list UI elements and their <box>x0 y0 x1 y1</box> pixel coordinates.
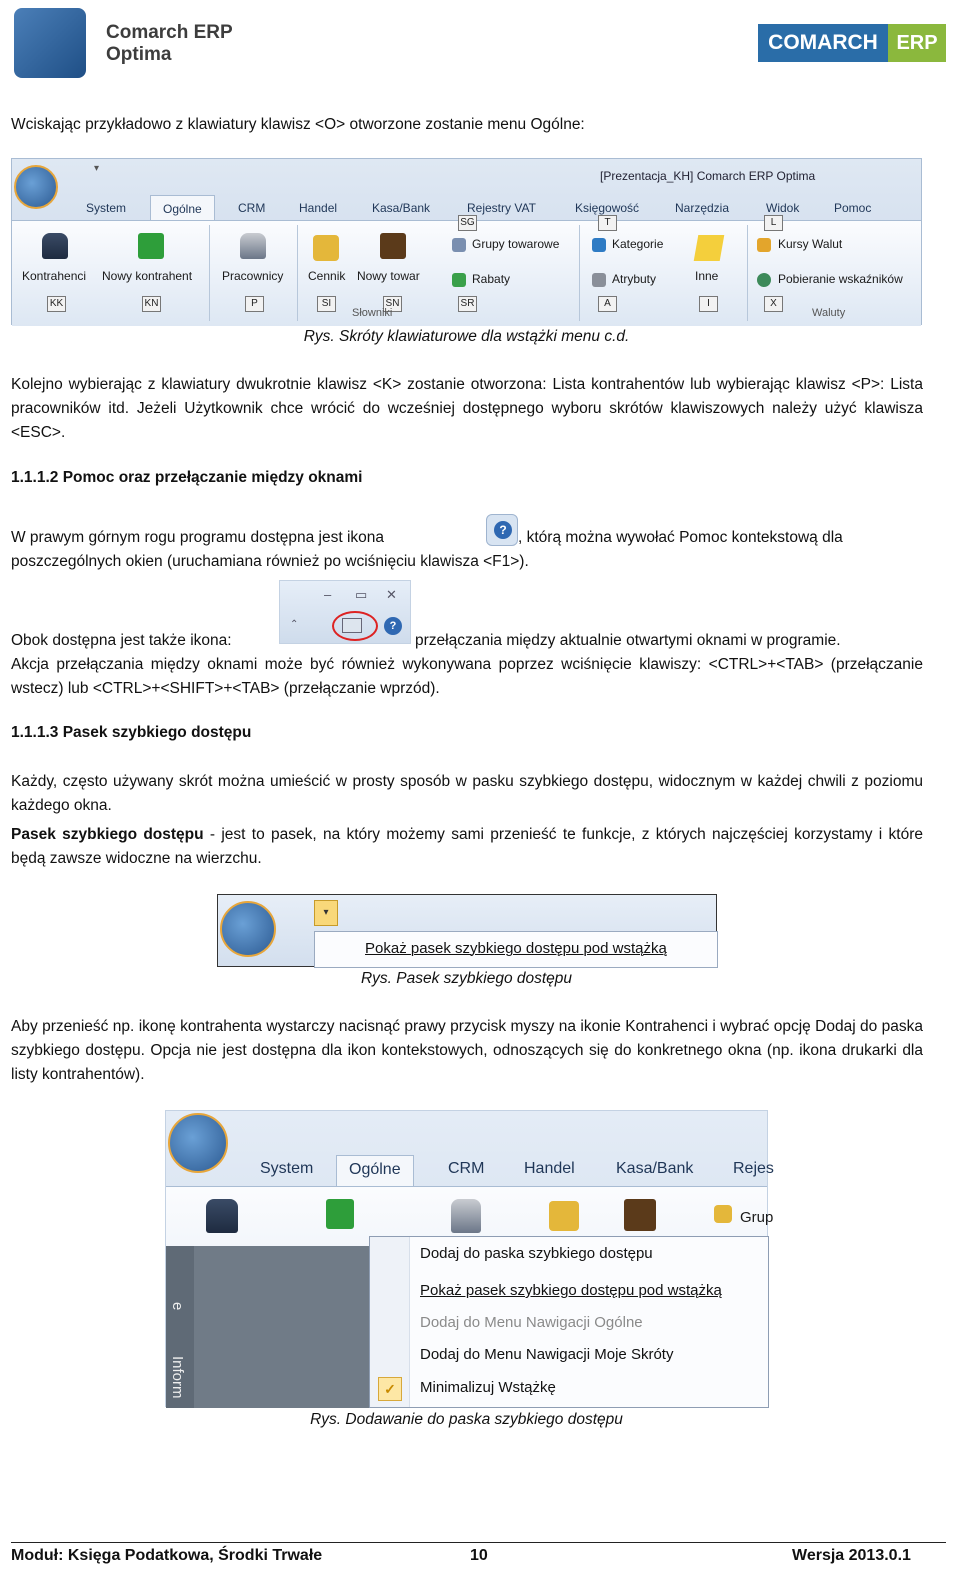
menu-item-show-below-ribbon[interactable]: Pokaż pasek szybkiego dostępu pod wstążką <box>365 940 667 957</box>
nowy-kontrahent-icon <box>138 233 164 259</box>
kategorie-button[interactable]: Kategorie <box>612 237 664 251</box>
logo-line2: Optima <box>106 44 172 65</box>
quick-access-screenshot <box>217 894 717 967</box>
key-kk: KK <box>47 296 66 312</box>
navigation-pane <box>166 1246 194 1408</box>
group-waluty-label: Waluty <box>812 307 846 319</box>
kursy-walut-button[interactable]: Kursy Walut <box>778 237 843 251</box>
highlight-ring <box>332 611 378 641</box>
separator <box>579 225 580 321</box>
restore-icon: ▭ <box>355 587 368 602</box>
paragraph-6: Aby przenieść np. ikonę kontrahenta wystarczy nacisnąć prawy przycisk myszy na ikonie Kontrahenci i wybrać opcję Dodaj do paska szybkiego dostępu. Opcja nie jest dostępna dla ikon kontekstowych, odnoszących się do konkretnego okna (np. ikona drukarki dla listy kontrahentów). <box>11 1018 923 1083</box>
optima-logo-icon <box>14 8 86 78</box>
key-i: I <box>699 296 718 312</box>
key-x: X <box>764 296 783 312</box>
cennik-button[interactable]: Cennik <box>308 269 346 283</box>
inne-icon <box>694 235 725 261</box>
tab-crm[interactable]: CRM <box>448 1160 485 1177</box>
paragraph-5-bold: Pasek szybkiego dostępu <box>11 826 204 843</box>
tab-kasa-bank[interactable]: Kasa/Bank <box>372 201 431 215</box>
kontrahenci-icon <box>206 1199 238 1233</box>
tab-pomoc[interactable]: Pomoc <box>834 201 872 215</box>
pracownicy-button[interactable]: Pracownicy <box>222 269 284 283</box>
quick-access-dropdown-icon[interactable]: ▾ <box>314 900 338 926</box>
key-sr: SR <box>458 296 477 312</box>
tab-ogolne[interactable]: Ogólne <box>150 195 215 221</box>
kontrahenci-button[interactable]: Kontrahenci <box>22 269 87 283</box>
tab-ksiegowosc[interactable]: Księgowość <box>575 201 640 215</box>
key-p: P <box>245 296 264 312</box>
check-icon: ✓ <box>378 1377 402 1401</box>
caption-3: Rys. Dodawanie do paska szybkiego dostępu <box>310 1411 623 1428</box>
footer-divider <box>11 1542 946 1543</box>
key-l: L <box>764 215 783 231</box>
kategorie-icon <box>592 238 606 252</box>
paragraph-2-part-a: W prawym górnym rogu programu dostępna jest ikona <box>11 529 385 546</box>
footer-page-number: 10 <box>470 1547 488 1564</box>
comarch-optima-logo <box>14 8 254 80</box>
paragraph-5 <box>11 823 923 871</box>
rabaty-icon <box>452 273 466 287</box>
logo-comarch: COMARCH <box>758 24 888 62</box>
minimize-icon: – <box>324 587 332 602</box>
pobieranie-icon <box>757 273 771 287</box>
paragraph-4: Każdy, często używany skrót można umieścić w prosty sposób w pasku szybkiego dostępu, widocznym w każdej chwili z poziomu każdego okna. <box>11 773 923 814</box>
grupy-towarowe-button[interactable]: Grup <box>740 1209 774 1226</box>
key-t: T <box>598 215 617 231</box>
paragraph-5-rest: - jest to pasek, na który możemy sami przenieść te funkcje, z których najczęściej korzystamy i które będą zawsze widoczne na wierzchu. <box>11 826 923 867</box>
atrybuty-button[interactable]: Atrybuty <box>612 272 657 286</box>
cennik-icon <box>549 1201 579 1231</box>
help-icon: ? <box>486 514 518 546</box>
window-controls-image <box>279 580 411 644</box>
paragraph-3-part-b: przełączania między aktualnie otwartymi oknami w programie. <box>415 632 841 649</box>
key-si: SI <box>317 296 336 312</box>
nowy-towar-icon <box>380 233 406 259</box>
inne-button[interactable]: Inne <box>695 269 719 283</box>
heading-1-1-1-2: 1.1.1.2 Pomoc oraz przełączanie między oknami <box>11 469 363 486</box>
context-menu <box>369 1236 769 1408</box>
paragraph-2-part-b: , którą można wywołać Pomoc kontekstową dla <box>518 529 843 546</box>
nowy-towar-icon <box>624 1199 656 1231</box>
paragraph-3-part-a: Obok dostępna jest także ikona: <box>11 632 232 649</box>
nowy-kontrahent-icon <box>326 1199 354 1229</box>
tab-system[interactable]: System <box>86 201 127 215</box>
paragraph-1: Kolejno wybierając z klawiatury dwukrotnie klawisz <K> zostanie otworzona: Lista kontrahentów lub wybierając klawisz <P>: Lista pracowników itd. Jeżeli Użytkownik chce wrócić do wcześniej dostępnego wyboru skrótów klawiszowych należy użyć klawisza <ESC>. <box>11 376 923 441</box>
tab-rejestry-vat[interactable]: Rejes <box>733 1160 774 1177</box>
logo-erp: ERP <box>888 24 946 62</box>
quick-access-dropdown-icon[interactable]: ▾ <box>94 163 100 174</box>
menu-item-show-below-ribbon[interactable]: Pokaż pasek szybkiego dostępu pod wstążką <box>420 1282 722 1299</box>
intro-text: Wciskając przykładowo z klawiatury klawisz <O> otworzone zostanie menu Ogólne: <box>11 116 585 133</box>
app-orb-icon[interactable] <box>168 1113 228 1173</box>
tab-kasa-bank[interactable]: Kasa/Bank <box>616 1160 694 1177</box>
tab-system[interactable]: System <box>260 1160 314 1177</box>
pracownicy-icon <box>240 233 266 259</box>
heading-1-1-1-3: 1.1.1.3 Pasek szybkiego dostępu <box>11 724 252 741</box>
kontrahenci-icon <box>42 233 68 259</box>
caption-1: Rys. Skróty klawiaturowe dla wstążki menu c.d. <box>303 328 630 345</box>
grupy-towarowe-button[interactable]: Grupy towarowe <box>472 237 560 251</box>
help-icon-small: ? <box>384 617 402 635</box>
footer-module: Moduł: Księga Podatkowa, Środki Trwałe <box>11 1547 323 1564</box>
tab-handel[interactable]: Handel <box>524 1160 575 1177</box>
pracownicy-icon <box>451 1199 481 1233</box>
separator <box>297 225 298 321</box>
nowy-towar-button[interactable]: Nowy towar <box>357 269 420 283</box>
atrybuty-icon <box>592 273 606 287</box>
ribbon-screenshot <box>11 158 922 325</box>
key-sn: SN <box>383 296 402 312</box>
nowy-kontrahent-button[interactable]: Nowy kontrahent <box>102 269 193 283</box>
quick-access-menu <box>314 931 718 968</box>
grupy-towarowe-icon <box>714 1205 732 1223</box>
paragraph-3-part-c: Akcja przełączania między oknami może być również wykonywana poprzez wciśnięcie klawiszy: <CTRL>+<TAB> (przełączanie wstecz) lub <CTRL>+<SHIFT>+<TAB> (przełączanie wprzód). <box>11 656 923 697</box>
logo-line1: Comarch ERP <box>106 22 233 43</box>
footer-version: Wersja 2013.0.1 <box>792 1547 911 1564</box>
workspace-area <box>194 1246 394 1408</box>
nav-pane-label-1: e <box>169 1302 186 1311</box>
tab-crm[interactable]: CRM <box>238 201 266 215</box>
separator <box>209 225 210 321</box>
context-menu-screenshot <box>165 1110 774 1407</box>
menu-item-minimize-ribbon[interactable]: Minimalizuj Wstążkę <box>420 1379 556 1396</box>
tab-narzedzia[interactable]: Narzędzia <box>675 201 730 215</box>
caption-2: Rys. Pasek szybkiego dostępu <box>360 970 573 987</box>
cennik-icon <box>313 235 339 261</box>
key-a: A <box>598 296 617 312</box>
ribbon-body <box>12 217 921 326</box>
key-kn: KN <box>142 296 161 312</box>
menu-item-add-to-nav-shortcuts[interactable]: Dodaj do Menu Nawigacji Moje Skróty <box>420 1346 674 1363</box>
grupy-towarowe-icon <box>452 238 466 252</box>
tab-widok[interactable]: Widok <box>766 201 800 215</box>
separator <box>747 225 748 321</box>
menu-item-add-to-nav-general: Dodaj do Menu Nawigacji Ogólne <box>420 1314 643 1331</box>
comarch-erp-logo <box>758 24 946 62</box>
close-icon: ✕ <box>386 587 397 602</box>
tab-rejestry-vat[interactable]: Rejestry VAT <box>467 201 536 215</box>
group-slowniki-label: Słowniki <box>352 307 393 319</box>
chevron-up-icon: ⌃ <box>290 619 299 630</box>
menu-item-add-to-quick-access[interactable]: Dodaj do paska szybkiego dostępu <box>420 1245 653 1262</box>
kursy-walut-icon <box>757 238 771 252</box>
paragraph-2-part-c: poszczególnych okien (uruchamiana również po wciśnięciu klawisza <F1>). <box>11 553 529 570</box>
tab-ogolne[interactable]: Ogólne <box>336 1155 414 1187</box>
pobieranie-button[interactable]: Pobieranie wskaźników <box>778 272 903 286</box>
nav-pane-label-2: Inform <box>169 1356 186 1399</box>
app-orb-icon[interactable] <box>220 901 276 957</box>
tab-handel[interactable]: Handel <box>299 201 338 215</box>
key-sg: SG <box>458 215 477 231</box>
rabaty-button[interactable]: Rabaty <box>472 272 511 286</box>
window-title: [Prezentacja_KH] Comarch ERP Optima <box>600 169 816 183</box>
